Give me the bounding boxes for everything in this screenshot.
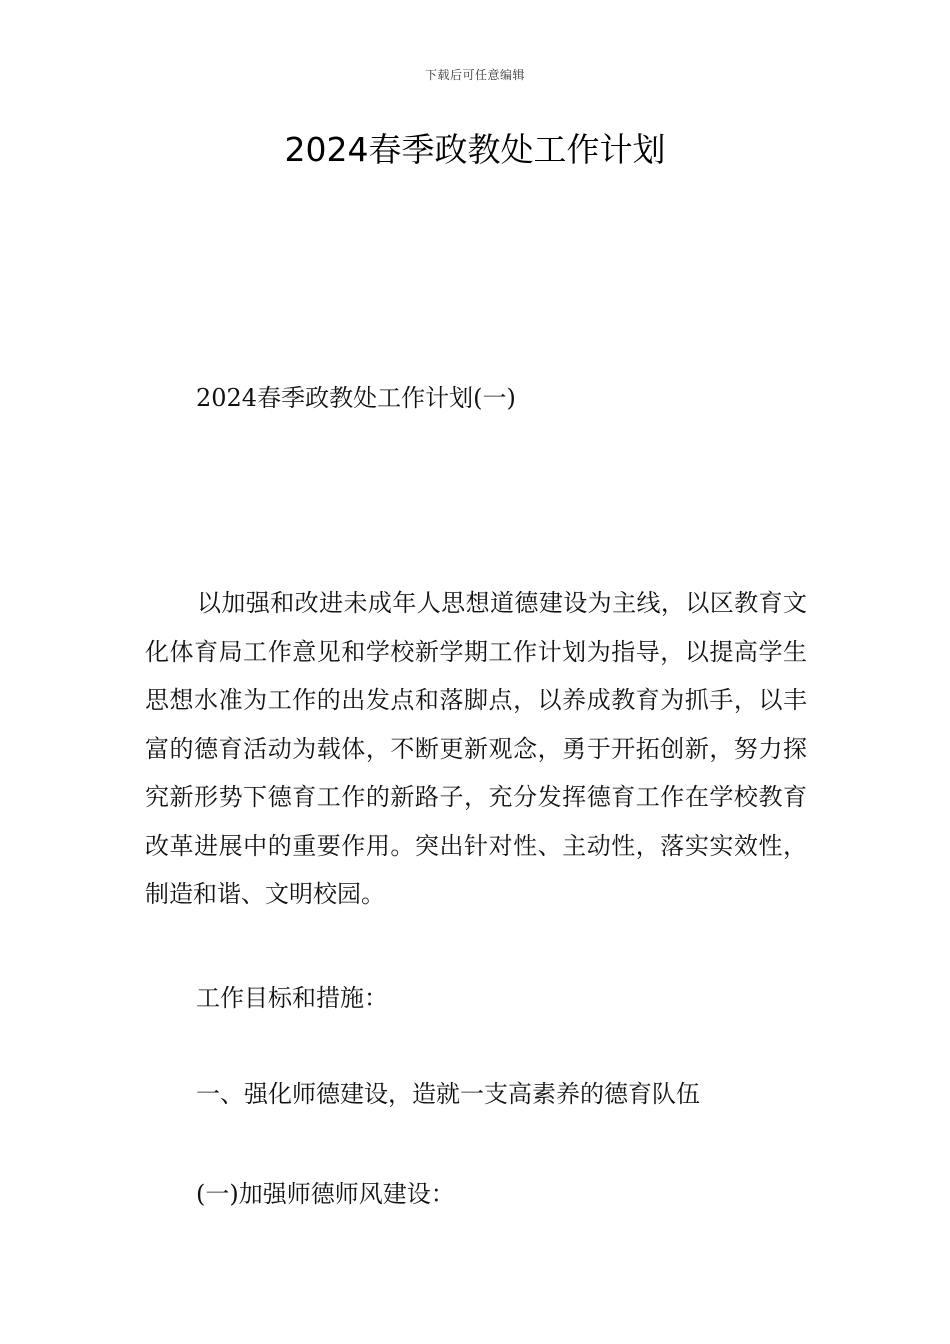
goals-heading: 工作目标和措施： — [196, 984, 388, 1012]
header-note: 下载后可任意编辑 — [424, 68, 525, 82]
item-one-heading: 一、强化师德建设，造就一支高素养的德育队伍 — [196, 1080, 700, 1108]
intro-paragraph: 以加强和改进未成年人思想道德建设为主线，以区教育文化体育局工作意见和学校新学期工作计划为指导，以提高学生思想水准为工作的出发点和落脚点，以养成教育为抓手，以丰富的德育活动为载体，不断更新观念，勇于开拓创新，努力探究新形势下德育工作的新路子，充分发挥德育工作在学校教育改革进展中的重要作用。突出针对性、主动性，落实实效性，制造和谐、文明校园。 — [145, 589, 807, 908]
section-title: 2024春季政教处工作计划(一) — [196, 384, 516, 412]
document-title: 2024春季政教处工作计划 — [284, 130, 666, 169]
sub-item-one-heading: (一)加强师德师风建设： — [196, 1180, 455, 1208]
